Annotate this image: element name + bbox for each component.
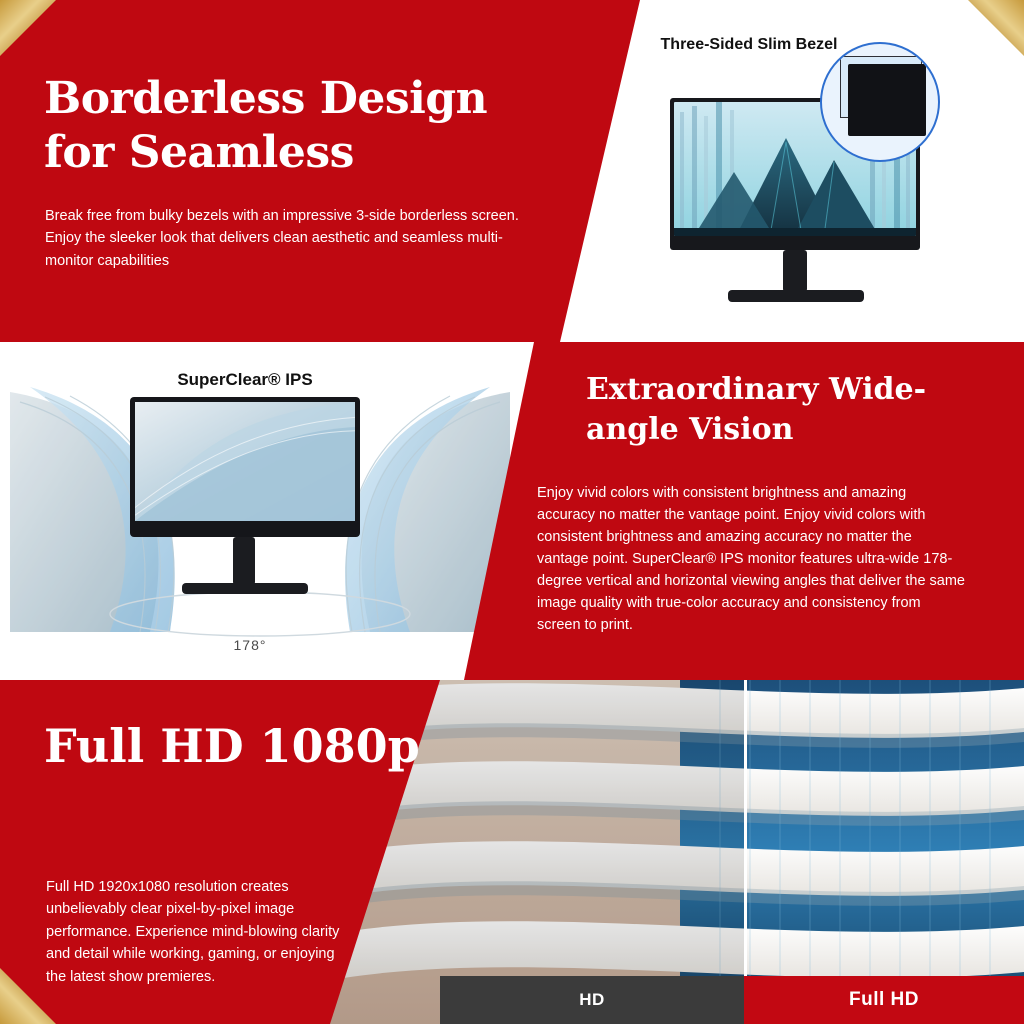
monitor2-stand-base [182,583,308,594]
panel-full-hd [0,680,1024,1024]
panel1-body-text: Break free from bulky bezels with an impressive 3-side borderless screen. Enjoy the sleeker look that delivers clean aesthetic and seamless multi-monitor capabilities [45,208,519,269]
viewing-angle-label: 178° [233,637,267,653]
monitor1-stand-base [728,290,864,302]
panel-wide-angle-vision [0,342,1024,680]
panel3-title: Full HD 1080p [44,719,420,773]
panel2-body-text: Enjoy vivid colors with consistent brightness and amazing accuracy no matter the vantage point. Enjoy vivid colors with consistent brightness and amazing accuracy no matter the vantage point. SuperClear® IPS monitor features ultra-wide 178-degree vertical and horizontal viewing angles that deliver the same image quality with true-color accuracy and consistency from screen to print. [537,485,965,634]
monitor-illustration-1 [670,98,970,313]
bezel-magnifier-icon [820,42,940,162]
label-hd: HD [440,976,744,1024]
comparison-divider [744,680,747,976]
panel1-title: Borderless Design for Seamless [44,73,488,178]
panel-borderless-design [0,0,1024,342]
panel2-caption: SuperClear® IPS [177,370,313,389]
magnifier-bezel-edge [848,64,926,136]
panel2-title: Extraordinary Wide-angle Vision [586,372,927,447]
monitor2-screen-image [135,402,355,521]
panel1-caption: Three-Sided Slim Bezel [660,36,838,53]
label-full-hd: Full HD [744,976,1024,1024]
panel3-body-text: Full HD 1920x1080 resolution creates unbelievably clear pixel-by-pixel image performance. Experience mind-blowing clarity and detail while working, gaming, or enjoying the latest show premieres. [46,879,340,985]
monitor2-bezel [130,397,360,537]
monitor1-stand-neck [783,250,807,292]
monitor-illustration-2 [130,397,380,647]
monitor2-stand-neck [233,537,255,585]
